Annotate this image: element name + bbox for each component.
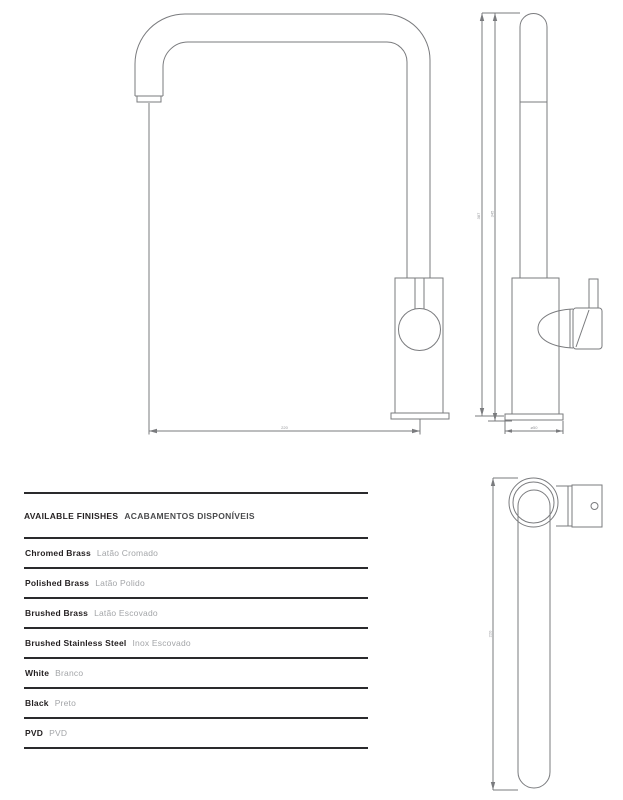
finish-name-pt: Inox Escovado bbox=[132, 638, 191, 648]
dimension-height-spout bbox=[488, 13, 512, 421]
finish-name-en: Black bbox=[25, 698, 49, 708]
finish-row-white bbox=[24, 659, 368, 689]
body-circle-outer bbox=[509, 478, 558, 527]
finish-row-brushed-stainless-steel bbox=[24, 629, 368, 659]
top-view-drawing bbox=[488, 478, 603, 790]
dimension-height-total bbox=[475, 13, 520, 416]
dim-label-depth: 220 bbox=[487, 630, 493, 638]
finishes-title-pt: ACABAMENTOS DISPONÍVEIS bbox=[124, 510, 255, 521]
finish-row-chromed-brass bbox=[24, 539, 368, 569]
front-view-drawing bbox=[135, 14, 449, 435]
finish-name-pt: PVD bbox=[49, 728, 68, 738]
lever-handle-top bbox=[556, 485, 602, 527]
finish-row-pvd bbox=[24, 719, 368, 749]
side-view-drawing bbox=[475, 13, 602, 434]
dimension-depth bbox=[488, 478, 519, 790]
riser-tube-side bbox=[520, 14, 547, 279]
finish-name-en: Brushed Stainless Steel bbox=[25, 638, 127, 648]
faucet-body-front bbox=[395, 278, 443, 413]
dim-label-height-spout: 345 bbox=[489, 210, 495, 218]
lever-handle-side bbox=[538, 279, 602, 349]
faucet-body-side bbox=[512, 278, 559, 414]
dim-label-height-total: 387 bbox=[476, 212, 481, 220]
handle-screw bbox=[591, 503, 598, 510]
finish-row-brushed-brass bbox=[24, 599, 368, 629]
finish-name-pt: Latão Escovado bbox=[94, 608, 158, 618]
finishes-title-en: AVAILABLE FINISHES bbox=[24, 510, 119, 521]
finish-name-en: Polished Brass bbox=[25, 578, 90, 588]
dimension-spout-reach bbox=[149, 103, 420, 435]
finish-name-en: Brushed Brass bbox=[25, 608, 89, 618]
dim-label-base-diameter: ø50 bbox=[530, 425, 538, 430]
finish-name-pt: Branco bbox=[55, 668, 84, 678]
finish-name-en: Chromed Brass bbox=[25, 548, 91, 558]
finish-name-en: PVD bbox=[25, 728, 44, 738]
finish-name-pt: Latão Polido bbox=[95, 578, 145, 588]
finish-name-pt: Preto bbox=[54, 698, 77, 708]
finish-row-black bbox=[24, 689, 368, 719]
finishes-header bbox=[24, 494, 368, 539]
finish-name-pt: Latão Cromado bbox=[96, 548, 159, 558]
dimension-base-diameter bbox=[505, 421, 563, 434]
spout-top bbox=[518, 490, 550, 788]
finish-row-polished-brass bbox=[24, 569, 368, 599]
base-flange-front bbox=[391, 413, 449, 419]
body-circle-inner bbox=[513, 482, 554, 523]
dim-label-spout-reach: 220 bbox=[281, 425, 288, 430]
base-flange-side bbox=[505, 414, 563, 420]
handle-knob-front bbox=[399, 309, 441, 351]
finish-name-en: White bbox=[25, 668, 50, 678]
available-finishes-table bbox=[24, 492, 368, 749]
